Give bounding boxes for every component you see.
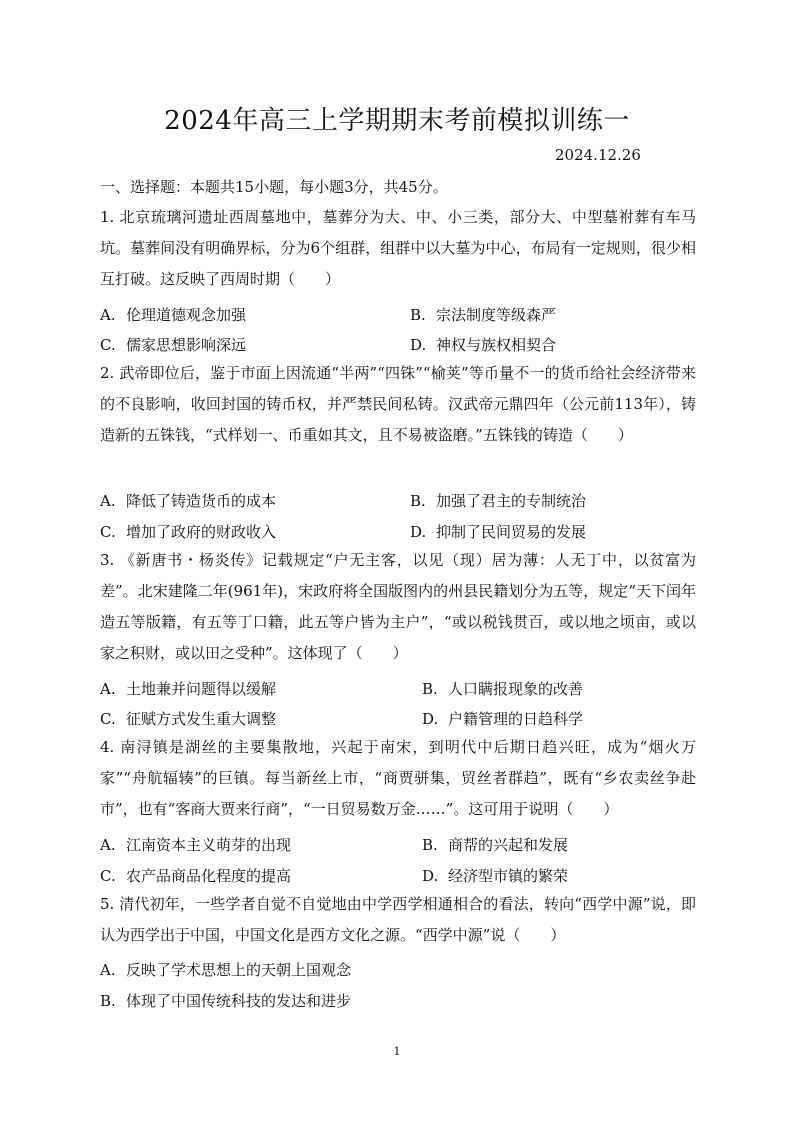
q3-option-b: B. 人口瞒报现象的改善 [422,680,584,698]
q2-option-b: B. 加强了君主的专制统治 [410,492,587,510]
q1-option-d: D. 神权与族权相契合 [410,336,557,354]
q4-option-a: A. 江南资本主义萌芽的出现 [100,836,292,854]
q2-option-c: C. 增加了政府的财政收入 [100,523,277,541]
q2-option-d: D. 抑制了民间贸易的发展 [410,523,587,541]
question-5-stem: 5. 清代初年，一些学者自觉不自觉地由中学西学相通相合的看法，转向“西学中源”说，即认为西学出于中国，中国文化是西方文化之源。“西学中源”说（ ） [100,895,696,944]
exam-date: 2024.12.26 [555,146,641,164]
q1-option-c: C. 儒家思想影响深远 [100,336,247,354]
q3-option-d: D. 户籍管理的日趋科学 [422,710,584,728]
q5-option-a: A. 反映了学术思想上的天朝上国观念 [100,961,352,979]
q1-option-b: B. 宗法制度等级森严 [410,306,557,324]
q4-option-c: C. 农产品商品化程度的提高 [100,867,292,885]
q5-option-b: B. 体现了中国传统科技的发达和进步 [100,992,352,1010]
page-number: 1 [393,1045,401,1058]
q2-option-a: A. 降低了铸造货币的成本 [100,492,277,510]
q4-option-d: D. 经济型市镇的繁荣 [422,867,569,885]
page-title: 2024年高三上学期期末考前模拟训练一 [164,106,630,136]
question-1-stem: 1. 北京琉璃河遗址西周墓地中，墓葬分为大、中、小三类，部分大、中型墓祔葬有车马坑。墓葬间没有明确界标，分为6个组群，组群中以大墓为中心，布局有一定规则，很少相互打破。这反映了西周时期（ ） [100,208,696,288]
question-3-stem: 3. 《新唐书・杨炎传》记载规定“户无主客，以见（现）居为薄：人无丁中，以贫富为差”。北宋建隆二年(961年)，宋政府将全国版图内的州县民籍划分为五等，规定“天下闰年造五等版籍，有五等丁口籍，此五等户皆为主户”，“或以税钱贯百，或以地之顷亩，或以家之积财，或以田之受种”。这体现了（ ） [100,551,696,662]
section-heading: 一、选择题：本题共15小题，每小题3分，共45分。 [100,178,448,196]
q1-option-a: A. 伦理道德观念加强 [100,306,247,324]
question-2-stem: 2. 武帝即位后，鉴于市面上因流通“半两”“四铢”“榆荚”等币量不一的货币给社会经济带来的不良影响，收回封国的铸币权，并严禁民间私铸。汉武帝元鼎四年（公元前113年），铸造新的五铢钱，“式样划一、币重如其文，且不易被盗磨。”五铢钱的铸造（ ） [100,364,696,444]
q3-option-c: C. 征赋方式发生重大调整 [100,710,277,728]
question-4-stem: 4. 南浔镇是湖丝的主要集散地，兴起于南宋，到明代中后期日趋兴旺，成为“烟火万家”“舟航辐辏”的巨镇。每当新丝上市，“商贾骈集，贸丝者群趋”，既有“乡农卖丝争赴市”，也有“客商大贾来行商”，“一日贸易数万金……”。这可用于说明（ ） [100,738,696,818]
q3-option-a: A. 土地兼并问题得以缓解 [100,680,277,698]
q4-option-b: B. 商帮的兴起和发展 [422,836,569,854]
